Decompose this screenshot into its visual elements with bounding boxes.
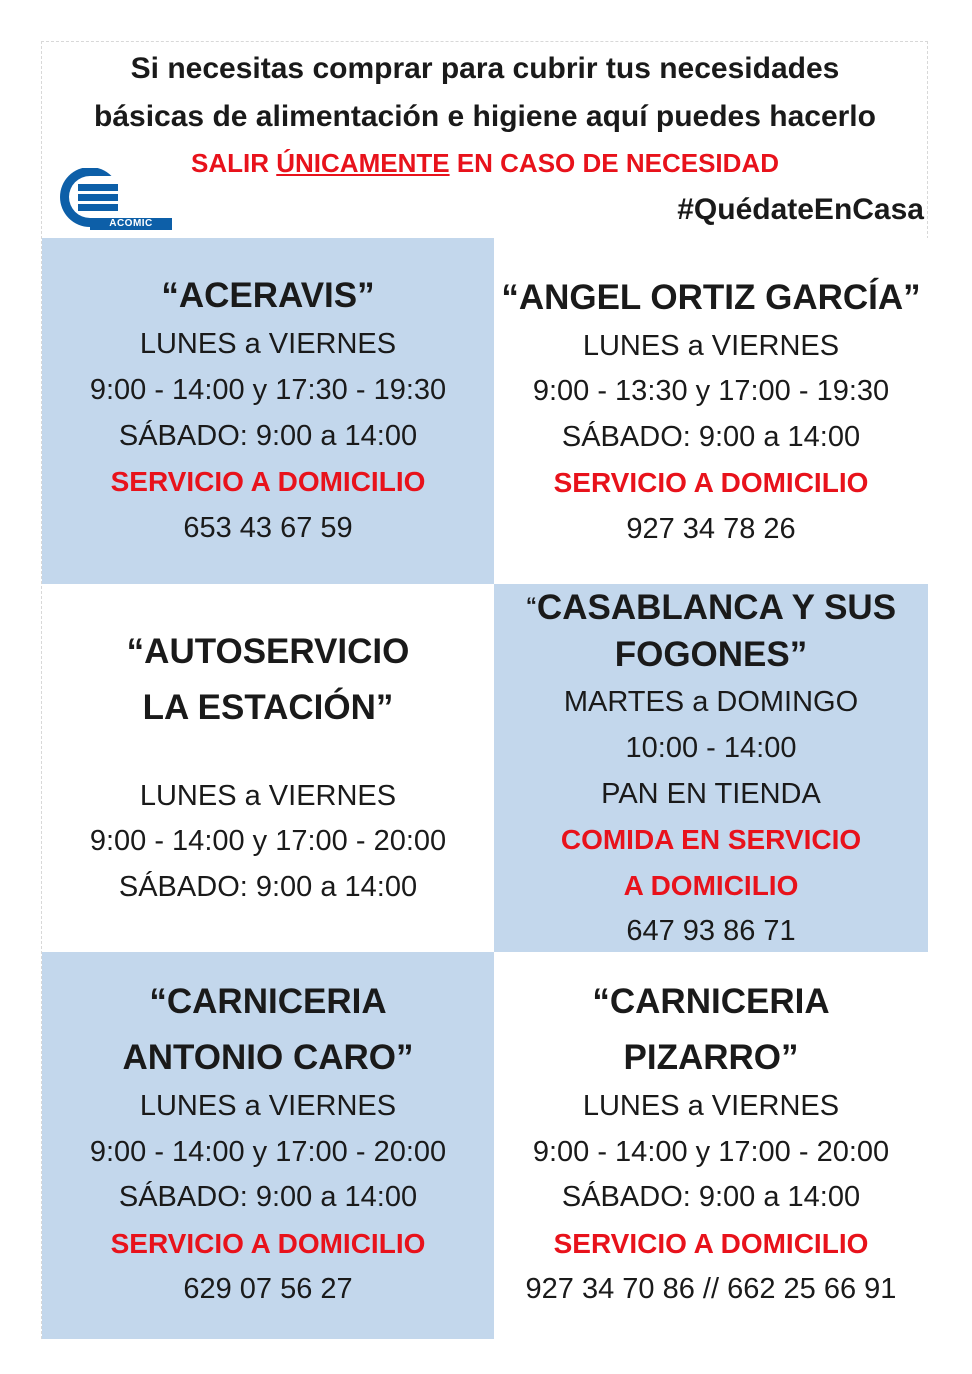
hashtag: #QuédateEnCasa xyxy=(677,193,924,226)
shop-bread: PAN EN TIENDA xyxy=(601,778,821,810)
shop-name-line-2: PIZARRO” xyxy=(623,1038,799,1077)
shop-phone: 629 07 56 27 xyxy=(183,1273,353,1305)
shop-name-quote: “ xyxy=(525,593,537,618)
shop-hours: 9:00 - 13:30 y 17:00 - 19:30 xyxy=(532,375,890,407)
shop-name: “ANGEL ORTIZ GARCÍA” xyxy=(501,278,921,317)
shop-name-line-2: FOGONES” xyxy=(614,635,808,674)
warning-part-1: SALIR xyxy=(191,148,277,178)
shop-hours: 9:00 - 14:00 y 17:00 - 20:00 xyxy=(89,825,447,857)
shop-service: SERVICIO A DOMICILIO xyxy=(110,1228,426,1259)
shop-name-text: CASABLANCA Y SUS xyxy=(536,588,897,627)
shop-saturday: SÁBADO: 9:00 a 14:00 xyxy=(561,421,861,453)
shop-saturday: SÁBADO: 9:00 a 14:00 xyxy=(561,1181,861,1213)
warning-underlined: ÚNICAMENTE xyxy=(276,148,450,178)
poster-header xyxy=(42,42,928,238)
shop-service: SERVICIO A DOMICILIO xyxy=(553,1228,869,1259)
acomic-logo xyxy=(56,168,172,230)
logo-text: ACOMIC xyxy=(90,218,172,230)
header-line-1: Si necesitas comprar para cubrir tus necesidades xyxy=(130,52,840,85)
shop-service: SERVICIO A DOMICILIO xyxy=(110,466,426,497)
shop-name-line-1: “CARNICERIA xyxy=(149,982,387,1021)
header-line-2: básicas de alimentación e higiene aquí puedes hacerlo xyxy=(94,100,876,133)
shop-card-antonio-caro xyxy=(42,952,494,1339)
shop-service-line-2: A DOMICILIO xyxy=(623,870,799,901)
shop-days: LUNES a VIERNES xyxy=(582,1090,840,1122)
warning-part-2: EN CASO DE NECESIDAD xyxy=(449,148,779,178)
shop-phone: 927 34 78 26 xyxy=(626,513,796,545)
shop-days: LUNES a VIERNES xyxy=(139,780,397,812)
shop-days: LUNES a VIERNES xyxy=(139,1090,397,1122)
stay-home-warning xyxy=(42,148,928,178)
shop-name-line-2: LA ESTACIÓN” xyxy=(142,688,394,727)
shop-card-pizarro xyxy=(494,952,928,1339)
shop-card-aceravis xyxy=(42,238,494,584)
shop-hours: 9:00 - 14:00 y 17:00 - 20:00 xyxy=(89,1136,447,1168)
shop-service-line-1: COMIDA EN SERVICIO xyxy=(560,824,862,855)
shop-days: MARTES a DOMINGO xyxy=(563,686,859,718)
shop-days: LUNES a VIERNES xyxy=(139,328,397,360)
shop-card-casablanca xyxy=(494,584,928,952)
shop-name-line-1: “CARNICERIA xyxy=(592,982,830,1021)
shop-card-angel-ortiz xyxy=(494,238,928,584)
shop-name-line-1 xyxy=(494,588,928,628)
shop-phone: 653 43 67 59 xyxy=(183,512,353,544)
shop-card-autoservicio xyxy=(42,584,494,952)
shop-phone: 647 93 86 71 xyxy=(626,915,796,947)
shop-saturday: SÁBADO: 9:00 a 14:00 xyxy=(118,420,418,452)
shop-hours: 10:00 - 14:00 xyxy=(625,732,797,764)
shop-name-line-1: “AUTOSERVICIO xyxy=(126,632,410,671)
shop-name-line-2: ANTONIO CARO” xyxy=(122,1038,414,1077)
shop-phone: 927 34 70 86 // 662 25 66 91 xyxy=(525,1273,897,1305)
shop-days: LUNES a VIERNES xyxy=(582,330,840,362)
shop-hours: 9:00 - 14:00 y 17:00 - 20:00 xyxy=(532,1136,890,1168)
shop-saturday: SÁBADO: 9:00 a 14:00 xyxy=(118,1181,418,1213)
shop-service: SERVICIO A DOMICILIO xyxy=(553,467,869,498)
shop-hours: 9:00 - 14:00 y 17:30 - 19:30 xyxy=(89,374,447,406)
shop-name: “ACERAVIS” xyxy=(161,276,375,315)
shop-saturday: SÁBADO: 9:00 a 14:00 xyxy=(118,871,418,903)
